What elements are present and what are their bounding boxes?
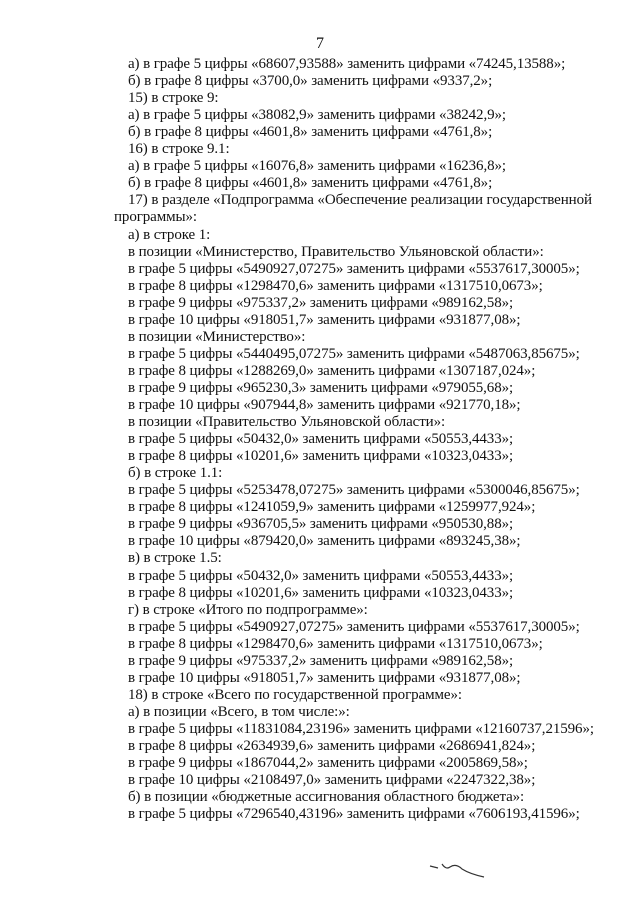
text-line: в графе 8 цифры «2634939,6» заменить цифрами «2686941,824»; bbox=[128, 738, 536, 754]
text-line: б) в графе 8 цифры «4601,8» заменить цифрами «4761,8»; bbox=[128, 175, 493, 192]
text-line: б) в графе 8 цифры «3700,0» заменить цифрами «9337,2»; bbox=[128, 73, 493, 90]
text-line: в графе 5 цифры «5440495,07275» заменить цифрами «5487063,85675»; bbox=[128, 345, 580, 362]
text-line: в графе 10 цифры «879420,0» заменить цифрами «893245,38»; bbox=[128, 533, 521, 550]
text-line: в графе 9 цифры «975337,2» заменить цифрами «989162,58»; bbox=[128, 652, 514, 669]
text-line: в графе 5 цифры «50432,0» заменить цифрами «50553,4433»; bbox=[128, 567, 514, 584]
text-line: в графе 8 цифры «1298470,6» заменить цифрами «1317510,0673»; bbox=[128, 277, 543, 294]
text-line: в графе 9 цифры «975337,2» заменить цифрами «989162,58»; bbox=[128, 294, 514, 311]
text-line: а) в графе 5 цифры «38082,9» заменить цифрами «38242,9»; bbox=[128, 107, 506, 124]
text-line: в графе 5 цифры «5490927,07275» заменить цифрами «5537617,30005»; bbox=[128, 618, 580, 635]
text-line: в графе 5 цифры «11831084,23196» заменить цифрами «12160737,21596»; bbox=[128, 720, 594, 737]
text-line: а) в графе 5 цифры «68607,93588» заменить цифрами «74245,13588»; bbox=[128, 56, 566, 72]
text-line: в графе 10 цифры «918051,7» заменить цифрами «931877,08»; bbox=[128, 311, 521, 328]
text-line: а) в графе 5 цифры «16076,8» заменить цифрами «16236,8»; bbox=[128, 158, 506, 175]
text-line: 15) в строке 9: bbox=[128, 90, 219, 107]
text-line: б) в позиции «бюджетные ассигнования областного бюджета»: bbox=[128, 789, 525, 806]
text-line: в графе 10 цифры «2108497,0» заменить цифрами «2247322,38»; bbox=[128, 772, 536, 789]
text-line: в графе 9 цифры «936705,5» заменить цифрами «950530,88»; bbox=[128, 516, 514, 533]
text-line: в графе 5 цифры «50432,0» заменить цифрами «50553,4433»; bbox=[128, 431, 514, 448]
text-line: в позиции «Министерство, Правительство Ульяновской области»: bbox=[128, 243, 544, 260]
text-line: в графе 8 цифры «10201,6» заменить цифрами «10323,0433»; bbox=[128, 584, 514, 601]
text-line: в графе 10 цифры «918051,7» заменить цифрами «931877,08»; bbox=[128, 669, 521, 686]
text-line: в графе 8 цифры «1241059,9» заменить цифрами «1259977,924»; bbox=[128, 499, 536, 516]
initials-mark bbox=[428, 860, 488, 880]
text-line: б) в строке 1.1: bbox=[128, 465, 223, 482]
text-line: в графе 9 цифры «965230,3» заменить цифрами «979055,68»; bbox=[128, 379, 514, 396]
text-line: 16) в строке 9.1: bbox=[128, 141, 230, 158]
text-line: в графе 8 цифры «10201,6» заменить цифрами «10323,0433»; bbox=[128, 448, 514, 465]
text-line: в графе 8 цифры «1288269,0» заменить цифрами «1307187,024»; bbox=[128, 362, 536, 379]
text-line: в позиции «Министерство»: bbox=[128, 328, 306, 345]
text-line: в графе 5 цифры «7296540,43196» заменить цифрами «7606193,41596»; bbox=[128, 806, 580, 823]
text-line: а) в позиции «Всего, в том числе:»: bbox=[128, 703, 350, 720]
text-line: в графе 9 цифры «1867044,2» заменить цифрами «2005869,58»; bbox=[128, 755, 528, 772]
text-line: в графе 5 цифры «5253478,07275» заменить цифрами «5300046,85675»; bbox=[128, 482, 580, 499]
text-line: в графе 10 цифры «907944,8» заменить цифрами «921770,18»; bbox=[128, 397, 521, 413]
text-line: 17) в разделе «Подпрограмма «Обеспечение реализации государственной bbox=[128, 192, 592, 209]
text-line: 18) в строке «Всего по государственной программе»: bbox=[128, 686, 462, 703]
text-line: в графе 8 цифры «1298470,6» заменить цифрами «1317510,0673»; bbox=[128, 635, 543, 652]
text-line: а) в строке 1: bbox=[128, 226, 211, 243]
text-line: в) в строке 1.5: bbox=[128, 550, 222, 567]
text-line: в позиции «Правительство Ульяновской области»: bbox=[128, 414, 446, 431]
text-line: б) в графе 8 цифры «4601,8» заменить цифрами «4761,8»; bbox=[128, 124, 493, 141]
text-line: программы»: bbox=[114, 209, 197, 226]
page-number: 7 bbox=[316, 35, 324, 52]
text-line: в графе 5 цифры «5490927,07275» заменить цифрами «5537617,30005»; bbox=[128, 260, 580, 277]
text-line: г) в строке «Итого по подпрограмме»: bbox=[128, 601, 368, 618]
